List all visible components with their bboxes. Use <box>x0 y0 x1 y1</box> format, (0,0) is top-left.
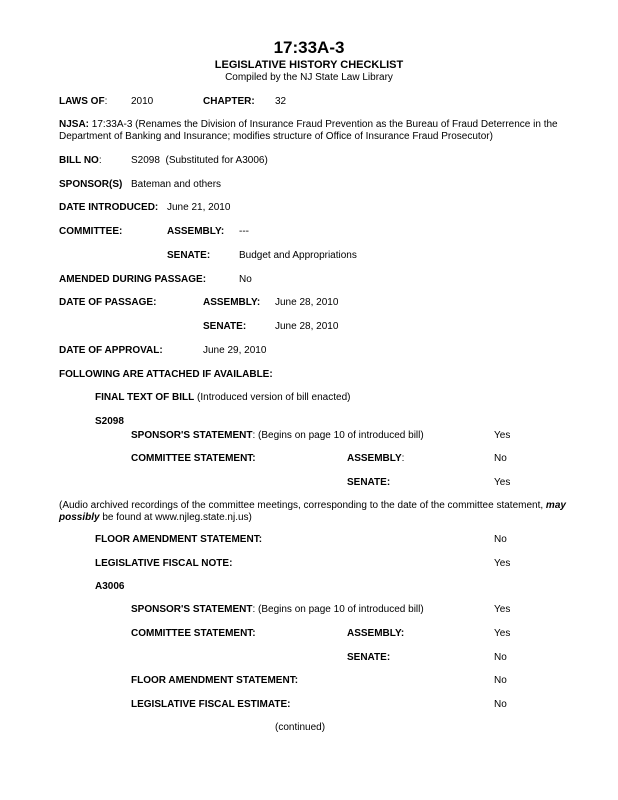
s2098-assembly-label <box>347 453 404 465</box>
committee-assembly-value: --- <box>239 226 249 237</box>
date-of-passage-label: DATE OF PASSAGE: <box>59 297 157 308</box>
s2098-sponsor-statement <box>131 430 424 442</box>
s2098-floor-value: No <box>494 534 507 545</box>
laws-of-label <box>59 96 107 108</box>
a3006-floor-label: FLOOR AMENDMENT STATEMENT: <box>131 675 299 686</box>
sponsors-label: SPONSOR(S) <box>59 179 123 190</box>
s2098-senate-label: SENATE: <box>347 477 391 488</box>
bill-no-colon: : <box>98 155 102 166</box>
s2098-assembly-colon: : <box>401 453 405 464</box>
date-of-approval-label: DATE OF APPROVAL: <box>59 345 163 356</box>
chapter-label: CHAPTER: <box>203 96 255 107</box>
committee-senate-label: SENATE: <box>167 250 211 261</box>
njsa-label: NJSA: <box>59 119 90 130</box>
s2098-sponsor-statement-label: SPONSOR'S STATEMENT <box>131 430 253 441</box>
chapter-value: 32 <box>275 96 287 107</box>
s2098-fiscal-label: LEGISLATIVE FISCAL NOTE: <box>95 558 233 569</box>
laws-of-colon: : <box>104 96 108 107</box>
a3006-sponsor-statement-note: : (Begins on page 10 of introduced bill) <box>252 604 424 615</box>
laws-of-label-text: LAWS OF <box>59 96 105 107</box>
s2098-assembly-value: No <box>494 453 507 464</box>
njsa-text: 17:33A-3 (Renames the Division of Insurance Fraud Prevention as the Bureau of Fraud Deterrence in the Department of Banking and Insurance; modifies structure of Office of Insurance Fraud Prosecutor) <box>59 119 558 142</box>
bill-no-label <box>59 155 102 167</box>
s2098-fiscal-value: Yes <box>494 558 511 569</box>
passage-assembly-label: ASSEMBLY: <box>203 297 261 308</box>
s2098-floor-label: FLOOR AMENDMENT STATEMENT: <box>95 534 263 545</box>
a3006-assembly-value: Yes <box>494 628 511 639</box>
a3006-fiscal-label: LEGISLATIVE FISCAL ESTIMATE: <box>131 699 291 710</box>
a3006-heading: A3006 <box>95 581 125 592</box>
a3006-assembly-label: ASSEMBLY: <box>347 628 405 639</box>
s2098-heading: S2098 <box>95 416 124 427</box>
a3006-sponsor-statement <box>131 604 424 616</box>
s2098-assembly-label-text: ASSEMBLY <box>347 453 402 464</box>
a3006-floor-value: No <box>494 675 507 686</box>
page-title: 17:33A-3 <box>273 38 345 57</box>
s2098-committee-statement-label: COMMITTEE STATEMENT: <box>131 453 256 464</box>
a3006-senate-value: No <box>494 652 507 663</box>
s2098-sponsor-statement-value: Yes <box>494 430 511 441</box>
a3006-fiscal-value: No <box>494 699 507 710</box>
laws-of-value: 2010 <box>131 96 154 107</box>
attached-heading: FOLLOWING ARE ATTACHED IF AVAILABLE: <box>59 369 273 380</box>
checklist-subtitle: LEGISLATIVE HISTORY CHECKLIST <box>214 59 404 71</box>
sponsors-value: Bateman and others <box>131 179 222 190</box>
njsa-paragraph <box>59 119 559 143</box>
s2098-sponsor-statement-note: : (Begins on page 10 of introduced bill) <box>252 430 424 441</box>
committee-senate-value: Budget and Appropriations <box>239 250 357 261</box>
audio-note-text2: be found at www.njleg.state.nj.us) <box>99 512 252 523</box>
audio-note-emphasis: may possibly <box>59 500 566 523</box>
a3006-committee-statement-label: COMMITTEE STATEMENT: <box>131 628 256 639</box>
s2098-senate-value: Yes <box>494 477 511 488</box>
final-text-note: (Introduced version of bill enacted) <box>194 392 351 403</box>
amended-value: No <box>239 274 252 285</box>
date-introduced-label: DATE INTRODUCED: <box>59 202 159 213</box>
bill-no-label-text: BILL NO <box>59 155 99 166</box>
amended-label: AMENDED DURING PASSAGE: <box>59 274 207 285</box>
audio-note-text: (Audio archived recordings of the committee meetings, corresponding to the date of the committee statement, <box>59 500 546 511</box>
a3006-senate-label: SENATE: <box>347 652 391 663</box>
committee-label: COMMITTEE: <box>59 226 123 237</box>
committee-assembly-label: ASSEMBLY: <box>167 226 225 237</box>
passage-senate-label: SENATE: <box>203 321 247 332</box>
continued-note: (continued) <box>275 722 326 733</box>
date-introduced-value: June 21, 2010 <box>167 202 231 213</box>
bill-number: S2098 <box>131 155 160 166</box>
bill-substitution-note: (Substituted for A3006) <box>165 155 268 166</box>
passage-assembly-value: June 28, 2010 <box>275 297 339 308</box>
final-text-label: FINAL TEXT OF BILL <box>95 392 195 403</box>
a3006-sponsor-statement-label: SPONSOR'S STATEMENT <box>131 604 253 615</box>
date-of-approval-value: June 29, 2010 <box>203 345 267 356</box>
bill-no-value <box>131 155 268 167</box>
a3006-sponsor-statement-value: Yes <box>494 604 511 615</box>
audio-note <box>59 500 607 524</box>
passage-senate-value: June 28, 2010 <box>275 321 339 332</box>
compiled-by: Compiled by the NJ State Law Library <box>225 72 393 83</box>
final-text-row <box>95 392 350 404</box>
